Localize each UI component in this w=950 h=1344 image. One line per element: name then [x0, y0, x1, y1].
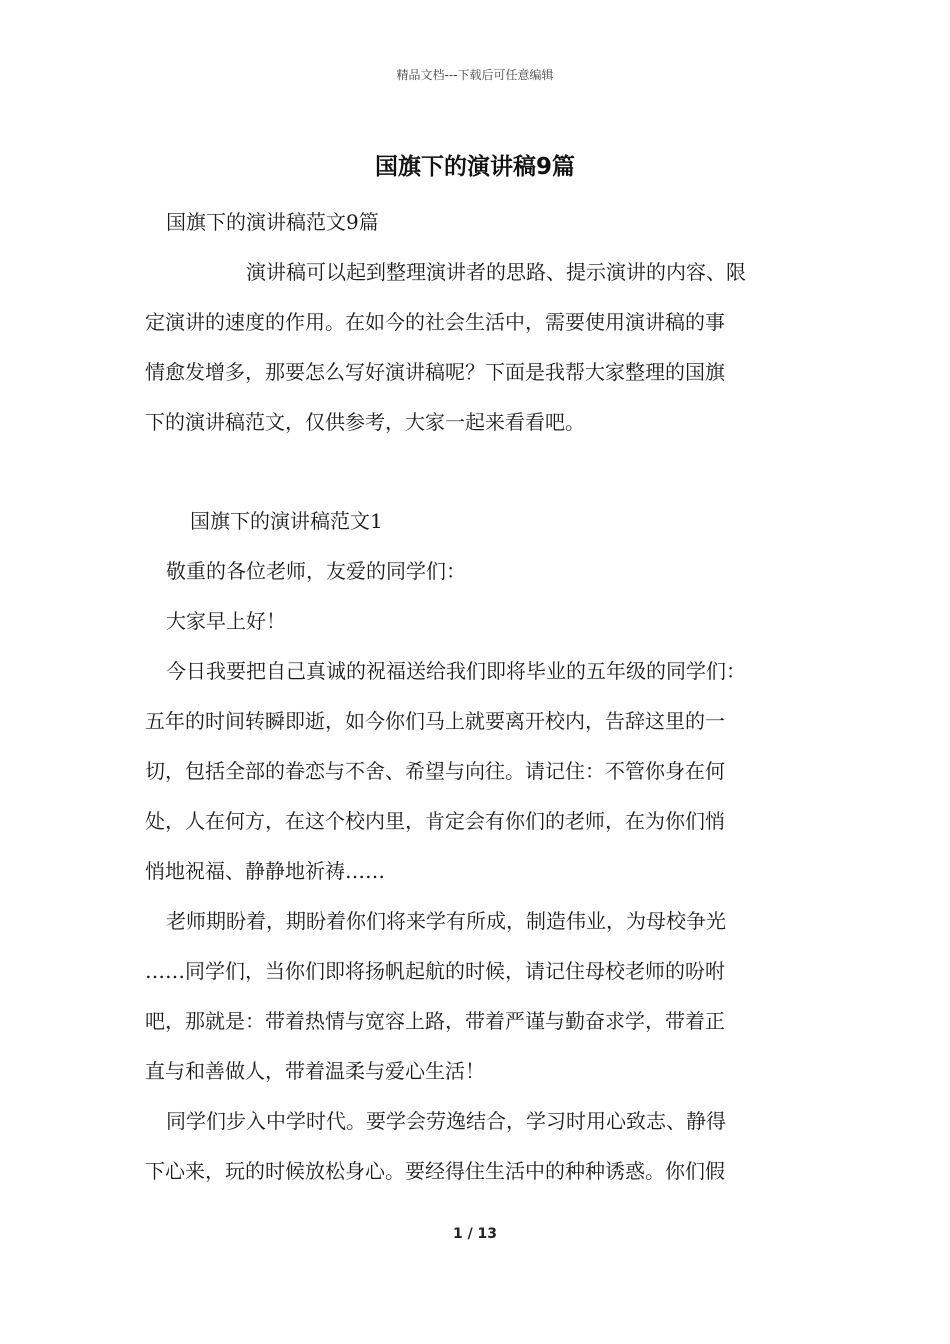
header-note: 精品文档---下载后可任意编辑 — [396, 68, 554, 82]
paragraph-line: 切，包括全部的眷恋与不舍、希望与向往。请记住：不管你身在何 — [145, 759, 725, 783]
paragraph-line: 老师期盼着，期盼着你们将来学有所成，制造伟业，为母校争光 — [166, 909, 726, 933]
paragraph-line: 同学们步入中学时代。要学会劳逸结合，学习时用心致志、静得 — [166, 1109, 726, 1133]
paragraph-line: 处，人在何方，在这个校内里，肯定会有你们的老师，在为你们悄 — [145, 809, 725, 833]
paragraph-line: 直与和善做人，带着温柔与爱心生活！ — [145, 1059, 485, 1083]
paragraph-line: ……同学们，当你们即将扬帆起航的时候，请记住母校老师的吩咐 — [145, 959, 725, 983]
intro-line: 下的演讲稿范文，仅供参考，大家一起来看看吧。 — [145, 410, 585, 434]
paragraph-line: 下心来，玩的时候放松身心。要经得住生活中的种种诱惑。你们假 — [145, 1159, 725, 1183]
greeting: 敬重的各位老师，友爱的同学们： — [166, 559, 466, 583]
page-number: 1 / 13 — [452, 1226, 498, 1242]
paragraph-line: 吧，那就是：带着热情与宽容上路，带着严谨与勤奋求学，带着正 — [145, 1009, 725, 1033]
intro-line: 情愈发增多，那要怎么写好演讲稿呢？下面是我帮大家整理的国旗 — [145, 360, 725, 384]
document-title: 国旗下的演讲稿9篇 — [374, 154, 575, 180]
hello-line: 大家早上好！ — [166, 609, 286, 633]
paragraph-line: 五年的时间转瞬即逝，如今你们马上就要离开校内，告辞这里的一 — [145, 709, 725, 733]
intro-line: 演讲稿可以起到整理演讲者的思路、提示演讲的内容、限 — [246, 260, 746, 284]
intro-line: 定演讲的速度的作用。在如今的社会生活中，需要使用演讲稿的事 — [145, 310, 725, 334]
paragraph-line: 今日我要把自己真诚的祝福送给我们即将毕业的五年级的同学们： — [166, 659, 746, 683]
document-subtitle: 国旗下的演讲稿范文9篇 — [166, 210, 379, 234]
paragraph-line: 悄地祝福、静静地祈祷…… — [145, 859, 385, 883]
section-heading: 国旗下的演讲稿范文1 — [190, 509, 383, 533]
